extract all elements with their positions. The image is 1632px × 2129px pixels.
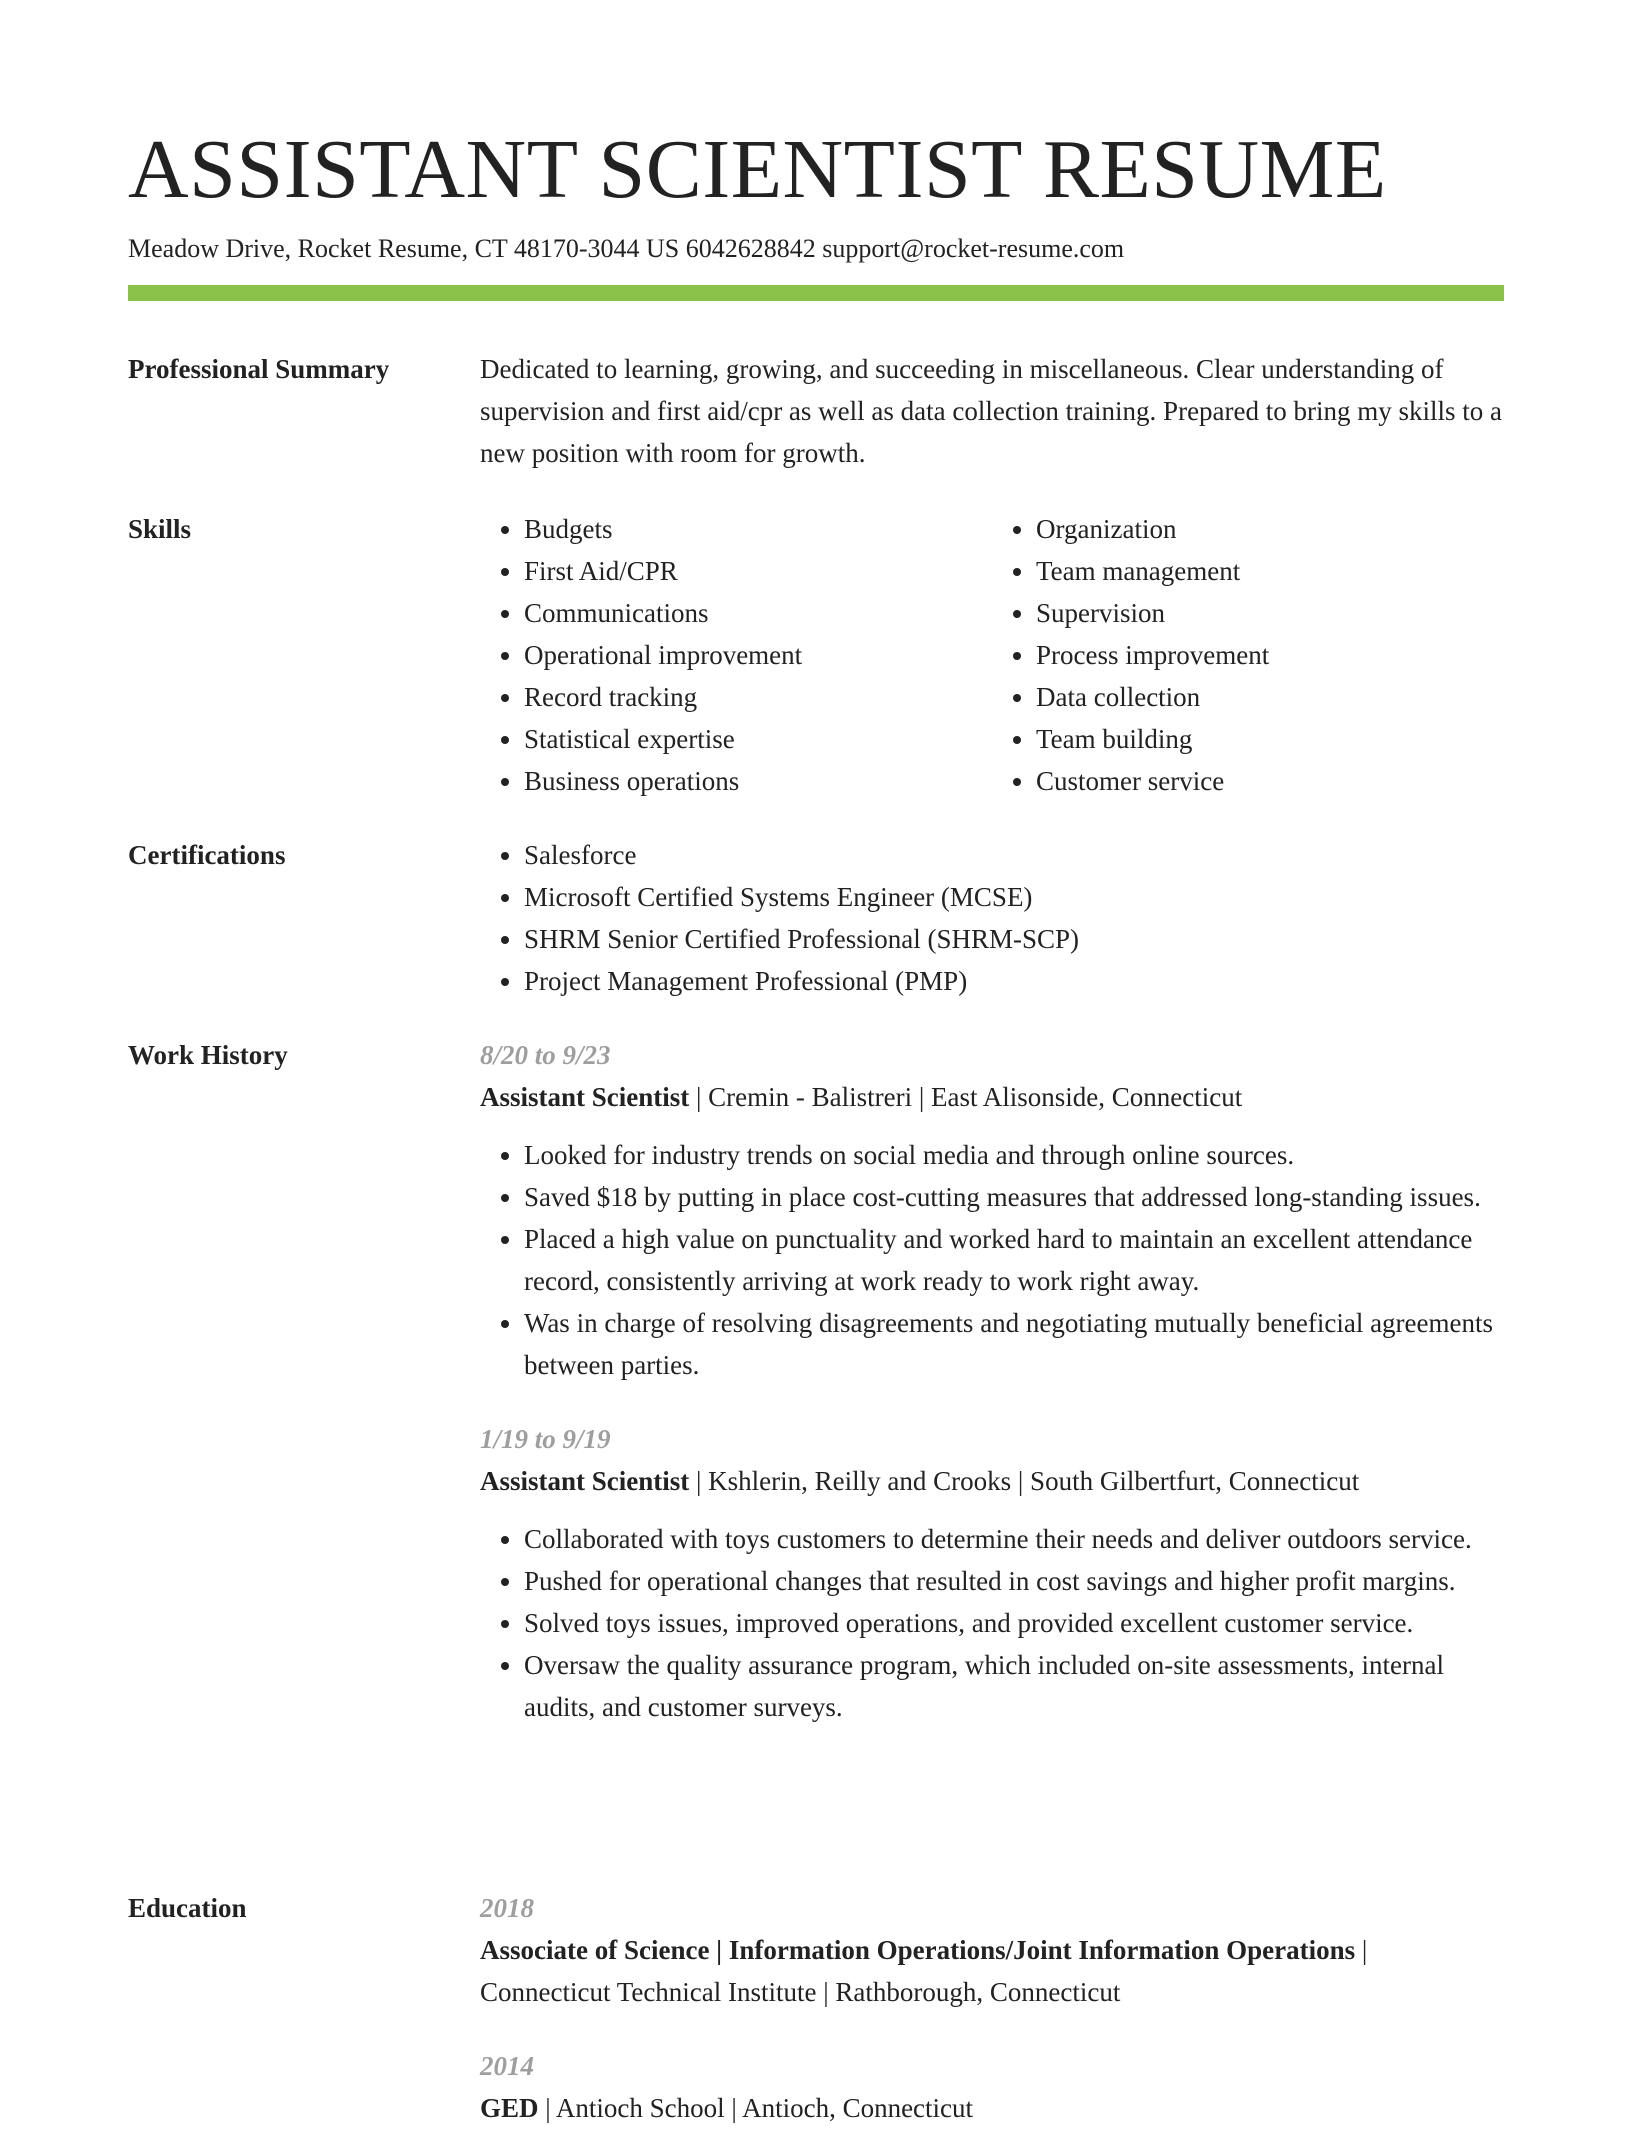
list-item: • Collaborated with toys customers to determine their needs and deliver outdoors service. bbox=[524, 1518, 1504, 1560]
education-body bbox=[480, 1887, 1504, 2129]
list-item: • Salesforce bbox=[524, 834, 1504, 876]
list-item: • Microsoft Certified Systems Engineer (MCSE) bbox=[524, 876, 1504, 918]
summary-label: Professional Summary bbox=[128, 354, 390, 384]
list-item: • Statistical expertise bbox=[524, 718, 992, 760]
work-history-label: Work History bbox=[128, 1040, 288, 1070]
list-item: • Data collection bbox=[1036, 676, 1504, 718]
education-entry bbox=[480, 1887, 1504, 2013]
skills-label: Skills bbox=[128, 514, 192, 544]
education-degree: GED bbox=[480, 2093, 539, 2123]
list-item: • SHRM Senior Certified Professional (SHRM-SCP) bbox=[524, 918, 1504, 960]
job-dates: 1/19 to 9/19 bbox=[480, 1424, 611, 1454]
list-item: • Organization bbox=[1036, 508, 1504, 550]
certifications-body bbox=[480, 834, 1504, 1002]
list-item: • Team management bbox=[1036, 550, 1504, 592]
list-item: • Customer service bbox=[1036, 760, 1504, 802]
education-details: | Connecticut Technical Institute | Rathborough, Connecticut bbox=[480, 1935, 1368, 2007]
skills-list-left bbox=[480, 508, 992, 802]
list-item: • First Aid/CPR bbox=[524, 550, 992, 592]
list-item: • Operational improvement bbox=[524, 634, 992, 676]
education-details: | Antioch School | Antioch, Connecticut bbox=[538, 2093, 974, 2123]
list-item: • Placed a high value on punctuality and worked hard to maintain an excellent attendance record, consistently arriving at work ready to work right away. bbox=[524, 1218, 1504, 1302]
list-item: • Saved $18 by putting in place cost-cutting measures that addressed long-standing issues. bbox=[524, 1176, 1504, 1218]
certifications-list bbox=[480, 834, 1504, 1002]
education-label: Education bbox=[128, 1893, 247, 1923]
job-bullets bbox=[480, 1134, 1504, 1386]
list-item: • Team building bbox=[1036, 718, 1504, 760]
education-year: 2018 bbox=[480, 1893, 534, 1923]
job-title: Assistant Scientist bbox=[480, 1082, 690, 1112]
job-entry bbox=[480, 1418, 1504, 1728]
job-entry bbox=[480, 1034, 1504, 1386]
list-item: • Record tracking bbox=[524, 676, 992, 718]
list-item: • Project Management Professional (PMP) bbox=[524, 960, 1504, 1002]
list-item: • Pushed for operational changes that resulted in cost savings and higher profit margins. bbox=[524, 1560, 1504, 1602]
education-line bbox=[480, 2087, 1504, 2129]
skills-list-right bbox=[992, 508, 1504, 802]
education-degree: Associate of Science | Information Operations/Joint Information Operations bbox=[480, 1935, 1356, 1965]
list-item: • Business operations bbox=[524, 760, 992, 802]
contact-line: Meadow Drive, Rocket Resume, CT 48170-3044 US 6042628842 support@rocket-resume.com bbox=[128, 234, 1125, 263]
job-dates: 8/20 to 9/23 bbox=[480, 1040, 611, 1070]
job-role-line bbox=[480, 1076, 1504, 1118]
resume-title: ASSISTANT SCIENTIST RESUME bbox=[128, 123, 1387, 216]
education-entry bbox=[480, 2045, 1504, 2129]
job-details: | Kshlerin, Reilly and Crooks | South Gilbertfurt, Connecticut bbox=[689, 1466, 1360, 1496]
summary-text: Dedicated to learning, growing, and succeeding in miscellaneous. Clear understanding of supervision and first aid/cpr as well as data collection training. Prepared to bring my skills to a new position with room for growth. bbox=[480, 354, 1503, 468]
list-item: • Solved toys issues, improved operations, and provided excellent customer service. bbox=[524, 1602, 1504, 1644]
list-item: • Looked for industry trends on social media and through online sources. bbox=[524, 1134, 1504, 1176]
header-divider bbox=[128, 285, 1504, 301]
list-item: • Process improvement bbox=[1036, 634, 1504, 676]
education-year: 2014 bbox=[480, 2051, 534, 2081]
education-line bbox=[480, 1929, 1504, 2013]
list-item: • Was in charge of resolving disagreements and negotiating mutually beneficial agreements between parties. bbox=[524, 1302, 1504, 1386]
list-item: • Supervision bbox=[1036, 592, 1504, 634]
skills-columns bbox=[480, 508, 1504, 802]
certifications-label: Certifications bbox=[128, 840, 286, 870]
job-role-line bbox=[480, 1460, 1504, 1502]
job-title: Assistant Scientist bbox=[480, 1466, 690, 1496]
list-item: • Communications bbox=[524, 592, 992, 634]
work-history-body bbox=[480, 1034, 1504, 1728]
list-item: • Oversaw the quality assurance program, which included on-site assessments, internal audits, and customer surveys. bbox=[524, 1644, 1504, 1728]
job-bullets bbox=[480, 1518, 1504, 1728]
list-item: • Budgets bbox=[524, 508, 992, 550]
job-details: | Cremin - Balistreri | East Alisonside, Connecticut bbox=[689, 1082, 1243, 1112]
